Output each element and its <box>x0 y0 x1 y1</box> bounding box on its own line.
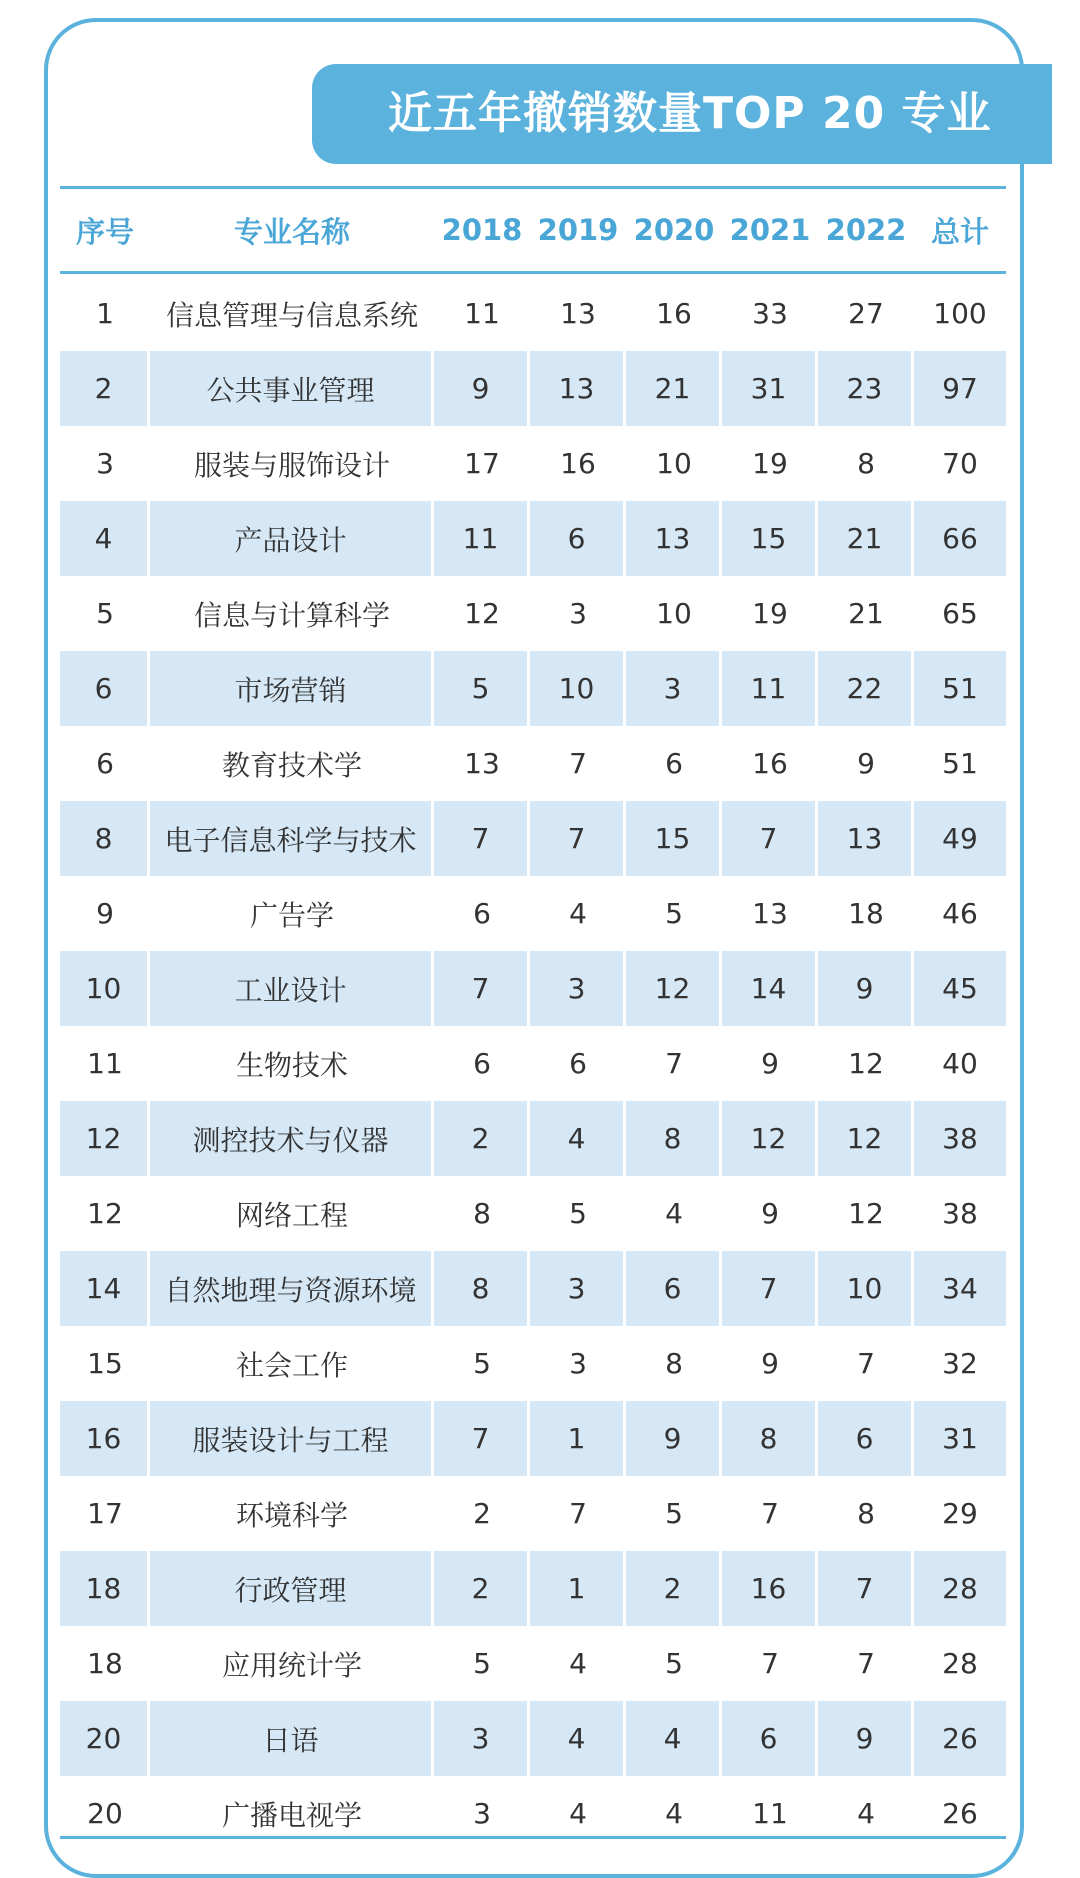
row-2020: 8 <box>626 1101 722 1176</box>
row-total: 49 <box>914 801 1006 876</box>
row-2020: 5 <box>665 897 683 930</box>
row-2019: 1 <box>530 1551 626 1626</box>
row-index: 6 <box>60 651 150 726</box>
header-total: 总计 <box>930 214 989 249</box>
row-2018: 3 <box>434 1701 530 1776</box>
row-2021: 7 <box>722 801 818 876</box>
row-total: 46 <box>942 897 978 930</box>
row-2022: 9 <box>818 951 914 1026</box>
row-2019: 4 <box>569 1797 587 1830</box>
row-2019: 1 <box>530 1401 626 1476</box>
row-major-name: 电子信息科学与技术 <box>150 801 434 876</box>
row-2018: 8 <box>473 1197 491 1230</box>
row-2020: 10 <box>656 447 692 480</box>
row-index: 15 <box>87 1347 123 1380</box>
row-major-name: 社会工作 <box>235 1348 348 1382</box>
row-2021: 9 <box>761 1347 779 1380</box>
row-2022: 12 <box>818 1101 914 1176</box>
table-row <box>60 726 1006 801</box>
row-2021: 19 <box>752 597 788 630</box>
row-total: 38 <box>942 1197 978 1230</box>
row-2019: 7 <box>530 801 626 876</box>
row-index: 18 <box>87 1647 123 1680</box>
row-2019: 10 <box>530 651 626 726</box>
row-2020: 13 <box>626 501 722 576</box>
row-index: 20 <box>87 1797 123 1830</box>
row-2022: 8 <box>857 447 875 480</box>
row-total: 65 <box>942 597 978 630</box>
header-2021: 2021 <box>729 213 811 247</box>
row-2022: 4 <box>857 1797 875 1830</box>
row-2020: 5 <box>665 1647 683 1680</box>
row-major-name: 日语 <box>150 1701 434 1776</box>
row-2018: 2 <box>473 1497 491 1530</box>
row-2021: 8 <box>722 1401 818 1476</box>
table-row <box>60 1026 1006 1101</box>
row-2018: 17 <box>464 447 500 480</box>
row-2022: 9 <box>818 1701 914 1776</box>
majors-table <box>60 186 1006 1851</box>
row-index: 6 <box>96 747 114 780</box>
row-2018: 3 <box>473 1797 491 1830</box>
row-2021: 16 <box>752 747 788 780</box>
row-2019: 3 <box>569 1347 587 1380</box>
row-total: 66 <box>914 501 1006 576</box>
row-2020: 15 <box>626 801 722 876</box>
row-2020: 3 <box>626 651 722 726</box>
row-2018: 13 <box>464 747 500 780</box>
row-2018: 5 <box>434 651 530 726</box>
row-2021: 14 <box>722 951 818 1026</box>
row-2019: 4 <box>530 1701 626 1776</box>
row-2021: 11 <box>722 651 818 726</box>
row-major-name: 广告学 <box>249 898 334 932</box>
row-2022: 12 <box>848 1047 884 1080</box>
row-total: 28 <box>914 1551 1006 1626</box>
row-2021: 9 <box>761 1197 779 1230</box>
row-index: 14 <box>60 1251 150 1326</box>
row-2018: 6 <box>473 1047 491 1080</box>
row-index: 12 <box>87 1197 123 1230</box>
row-2021: 9 <box>761 1047 779 1080</box>
row-2022: 6 <box>818 1401 914 1476</box>
row-2019: 4 <box>569 897 587 930</box>
row-2021: 31 <box>722 351 818 426</box>
table-row <box>60 1551 1006 1626</box>
header-2022: 2022 <box>825 213 907 247</box>
row-2019: 7 <box>569 1497 587 1530</box>
row-total: 100 <box>933 297 987 330</box>
row-2018: 11 <box>464 297 500 330</box>
table-row <box>60 501 1006 576</box>
row-total: 26 <box>914 1701 1006 1776</box>
header-2020: 2020 <box>633 213 715 247</box>
row-2018: 2 <box>434 1101 530 1176</box>
row-2020: 10 <box>656 597 692 630</box>
row-2022: 10 <box>818 1251 914 1326</box>
row-2019: 6 <box>530 501 626 576</box>
row-2019: 13 <box>560 297 596 330</box>
row-2018: 12 <box>464 597 500 630</box>
row-2022: 27 <box>848 297 884 330</box>
row-major-name: 信息与计算科学 <box>193 598 390 632</box>
row-2021: 19 <box>752 447 788 480</box>
header-bottom-divider <box>60 271 1006 274</box>
row-2021: 7 <box>761 1647 779 1680</box>
row-2022: 21 <box>848 597 884 630</box>
row-major-name: 测控技术与仪器 <box>150 1101 434 1176</box>
row-2022: 8 <box>857 1497 875 1530</box>
row-2021: 13 <box>752 897 788 930</box>
row-2018: 7 <box>434 951 530 1026</box>
table-row <box>60 426 1006 501</box>
row-index: 11 <box>87 1047 123 1080</box>
row-2020: 4 <box>665 1197 683 1230</box>
row-index: 8 <box>60 801 150 876</box>
row-2022: 13 <box>818 801 914 876</box>
row-index: 1 <box>96 297 114 330</box>
row-total: 32 <box>942 1347 978 1380</box>
row-2020: 4 <box>665 1797 683 1830</box>
row-index: 10 <box>60 951 150 1026</box>
row-2022: 23 <box>818 351 914 426</box>
row-2018: 2 <box>434 1551 530 1626</box>
header-index: 序号 <box>75 214 134 249</box>
row-2020: 2 <box>626 1551 722 1626</box>
row-index: 20 <box>60 1701 150 1776</box>
row-2020: 12 <box>626 951 722 1026</box>
row-index: 9 <box>96 897 114 930</box>
row-2019: 16 <box>560 447 596 480</box>
row-major-name: 行政管理 <box>150 1551 434 1626</box>
row-2018: 8 <box>434 1251 530 1326</box>
table-row <box>60 1626 1006 1701</box>
row-major-name: 公共事业管理 <box>150 351 434 426</box>
row-total: 51 <box>914 651 1006 726</box>
row-2022: 7 <box>857 1347 875 1380</box>
row-2021: 33 <box>752 297 788 330</box>
row-2022: 7 <box>818 1551 914 1626</box>
row-2018: 11 <box>434 501 530 576</box>
table-row <box>60 351 1006 426</box>
row-2018: 5 <box>473 1347 491 1380</box>
row-major-name: 工业设计 <box>150 951 434 1026</box>
row-total: 51 <box>942 747 978 780</box>
table-row <box>60 1326 1006 1401</box>
row-2018: 9 <box>434 351 530 426</box>
row-major-name: 生物技术 <box>235 1048 348 1082</box>
row-2019: 3 <box>530 951 626 1026</box>
row-2021: 6 <box>722 1701 818 1776</box>
row-2019: 5 <box>569 1197 587 1230</box>
row-major-name: 环境科学 <box>235 1498 348 1532</box>
row-2019: 13 <box>530 351 626 426</box>
row-2020: 21 <box>626 351 722 426</box>
row-major-name: 教育技术学 <box>221 748 362 782</box>
header-major-name: 专业名称 <box>233 214 350 249</box>
row-2019: 6 <box>569 1047 587 1080</box>
row-index: 17 <box>87 1497 123 1530</box>
table-row <box>60 1701 1006 1776</box>
row-major-name: 服装设计与工程 <box>150 1401 434 1476</box>
row-major-name: 广播电视学 <box>221 1798 362 1832</box>
row-total: 34 <box>914 1251 1006 1326</box>
table-row <box>60 1101 1006 1176</box>
row-2019: 4 <box>530 1101 626 1176</box>
row-total: 28 <box>942 1647 978 1680</box>
table-row <box>60 1401 1006 1476</box>
row-2018: 5 <box>473 1647 491 1680</box>
row-2019: 7 <box>569 747 587 780</box>
row-2020: 4 <box>626 1701 722 1776</box>
table-row <box>60 651 1006 726</box>
row-total: 97 <box>914 351 1006 426</box>
row-total: 31 <box>914 1401 1006 1476</box>
row-index: 16 <box>60 1401 150 1476</box>
row-2021: 7 <box>761 1497 779 1530</box>
row-2022: 12 <box>848 1197 884 1230</box>
page-title: 近五年撤销数量TOP 20 专业 <box>312 64 1052 164</box>
row-2019: 3 <box>569 597 587 630</box>
row-total: 38 <box>914 1101 1006 1176</box>
table-row <box>60 1251 1006 1326</box>
row-major-name: 信息管理与信息系统 <box>165 298 418 332</box>
row-major-name: 服装与服饰设计 <box>193 448 390 482</box>
row-2022: 9 <box>857 747 875 780</box>
table-row <box>60 951 1006 1026</box>
row-index: 4 <box>60 501 150 576</box>
table-bottom-divider <box>60 1836 1006 1839</box>
row-2021: 16 <box>722 1551 818 1626</box>
row-2021: 7 <box>722 1251 818 1326</box>
row-2018: 7 <box>434 801 530 876</box>
row-major-name: 市场营销 <box>150 651 434 726</box>
row-index: 5 <box>96 597 114 630</box>
table-row <box>60 876 1006 951</box>
table-row <box>60 801 1006 876</box>
row-total: 45 <box>914 951 1006 1026</box>
row-2022: 22 <box>818 651 914 726</box>
table-body <box>60 276 1006 1851</box>
row-2018: 6 <box>473 897 491 930</box>
row-major-name: 应用统计学 <box>221 1648 362 1682</box>
table-header <box>60 189 1006 271</box>
header-2019: 2019 <box>537 213 619 247</box>
row-2022: 18 <box>848 897 884 930</box>
row-total: 40 <box>942 1047 978 1080</box>
row-total: 26 <box>942 1797 978 1830</box>
row-major-name: 网络工程 <box>235 1198 348 1232</box>
row-2019: 4 <box>569 1647 587 1680</box>
row-index: 2 <box>60 351 150 426</box>
row-2021: 15 <box>722 501 818 576</box>
row-index: 3 <box>96 447 114 480</box>
row-index: 12 <box>60 1101 150 1176</box>
row-2020: 9 <box>626 1401 722 1476</box>
header-2018: 2018 <box>441 213 523 247</box>
row-2022: 7 <box>857 1647 875 1680</box>
row-2021: 11 <box>752 1797 788 1830</box>
row-major-name: 产品设计 <box>150 501 434 576</box>
row-2021: 12 <box>722 1101 818 1176</box>
row-2020: 5 <box>665 1497 683 1530</box>
row-2022: 21 <box>818 501 914 576</box>
row-2018: 7 <box>434 1401 530 1476</box>
row-total: 29 <box>942 1497 978 1530</box>
table-row <box>60 1176 1006 1251</box>
row-2020: 6 <box>626 1251 722 1326</box>
row-index: 18 <box>60 1551 150 1626</box>
row-2020: 8 <box>665 1347 683 1380</box>
row-2019: 3 <box>530 1251 626 1326</box>
row-total: 70 <box>942 447 978 480</box>
row-2020: 16 <box>656 297 692 330</box>
table-row <box>60 276 1006 351</box>
row-major-name: 自然地理与资源环境 <box>150 1251 434 1326</box>
row-2020: 6 <box>665 747 683 780</box>
table-row <box>60 1476 1006 1551</box>
row-2020: 7 <box>665 1047 683 1080</box>
table-row <box>60 576 1006 651</box>
